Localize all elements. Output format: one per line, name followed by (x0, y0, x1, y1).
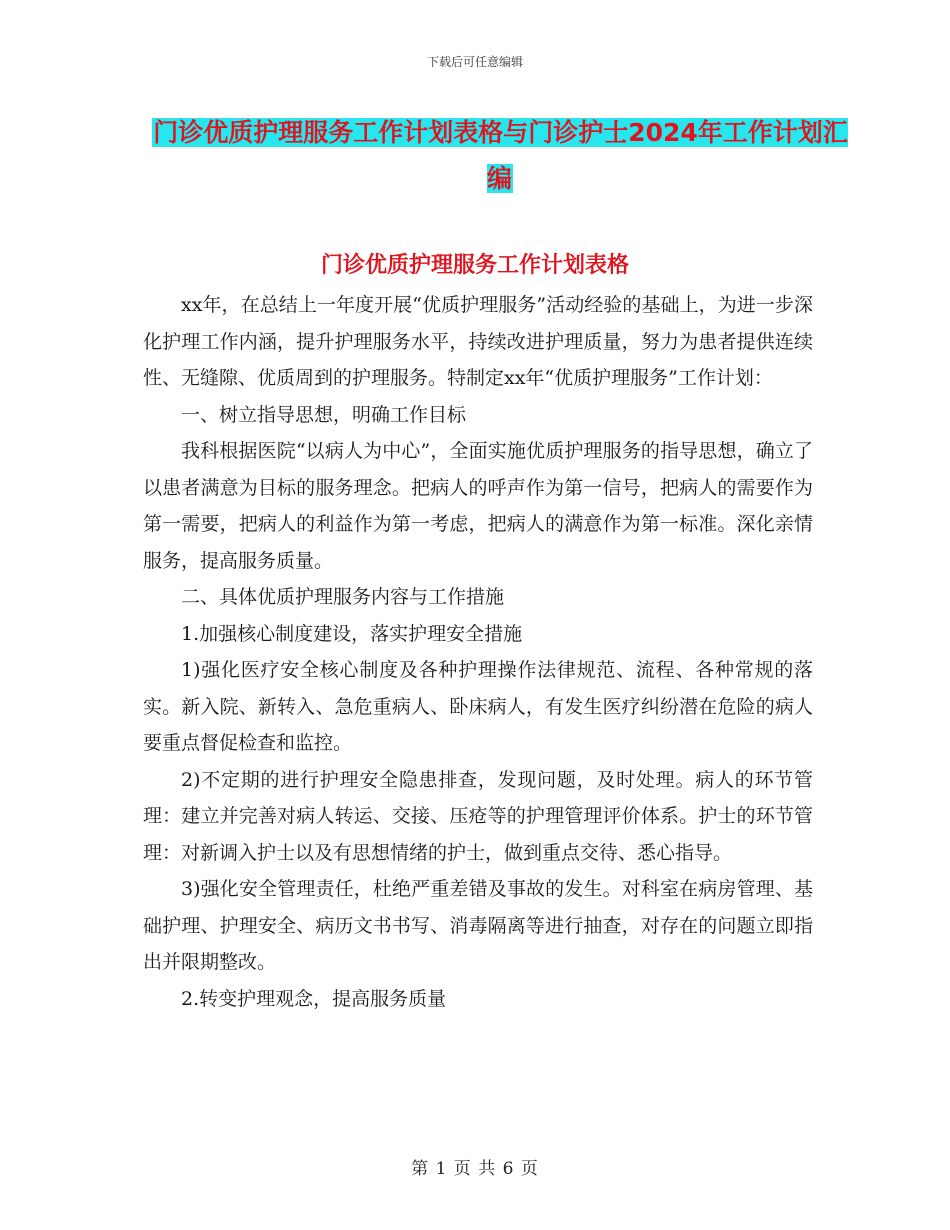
document-title (140, 110, 860, 202)
header-note: 下载后可任意编辑 (426, 55, 523, 69)
subheading-1: 1.加强核心制度建设，落实护理安全措施 (181, 622, 523, 645)
paragraph: 2)不定期的进行护理安全隐患排查，发现问题，及时处理。病人的环节管理：建立并完善对病人转运、交接、压疮等的护理管理评价体系。护士的环节管理：对新调入护士以及有思想情绪的护士，做到重点交待、悉心指导。 (143, 768, 813, 864)
paragraph: 3)强化安全管理责任，杜绝严重差错及事故的发生。对科室在病房管理、基础护理、护理安全、病历文书书写、消毒隔离等进行抽查，对存在的问题立即指出并限期整改。 (143, 878, 813, 973)
paragraph: 我科根据医院“以病人为中心”，全面实施优质护理服务的指导思想，确立了以患者满意为目标的服务理念。把病人的呼声作为第一信号，把病人的需要作为第一需要，把病人的利益作为第一考虑，把病人的满意作为第一标准。深化亲情服务，提高服务质量。 (143, 440, 813, 572)
document-title-text: 门诊优质护理服务工作计划表格与门诊护士2024年工作计划汇编 (153, 118, 848, 193)
section-title: 门诊优质护理服务工作计划表格 (320, 253, 629, 278)
paragraph-intro: xx年，在总结上一年度开展“优质护理服务”活动经验的基础上，为进一步深化护理工作内涵，提升护理服务水平，持续改进护理质量，努力为患者提供连续性、无缝隙、优质周到的护理服务。特制定xx年“优质护理服务”工作计划： (143, 294, 813, 389)
heading-1: 一、树立指导思想，明确工作目标 (181, 403, 467, 426)
heading-2: 二、具体优质护理服务内容与工作措施 (181, 586, 505, 608)
subheading-2: 2.转变护理观念，提高服务质量 (181, 987, 447, 1010)
document-body (143, 287, 813, 1017)
paragraph: 1)强化医疗安全核心制度及各种护理操作法律规范、流程、各种常规的落实。新入院、新转入、急危重病人、卧床病人，有发生医疗纠纷潜在危险的病人要重点督促检查和监控。 (143, 659, 813, 754)
page-footer: 第 1 页 共 6 页 (411, 1159, 539, 1179)
